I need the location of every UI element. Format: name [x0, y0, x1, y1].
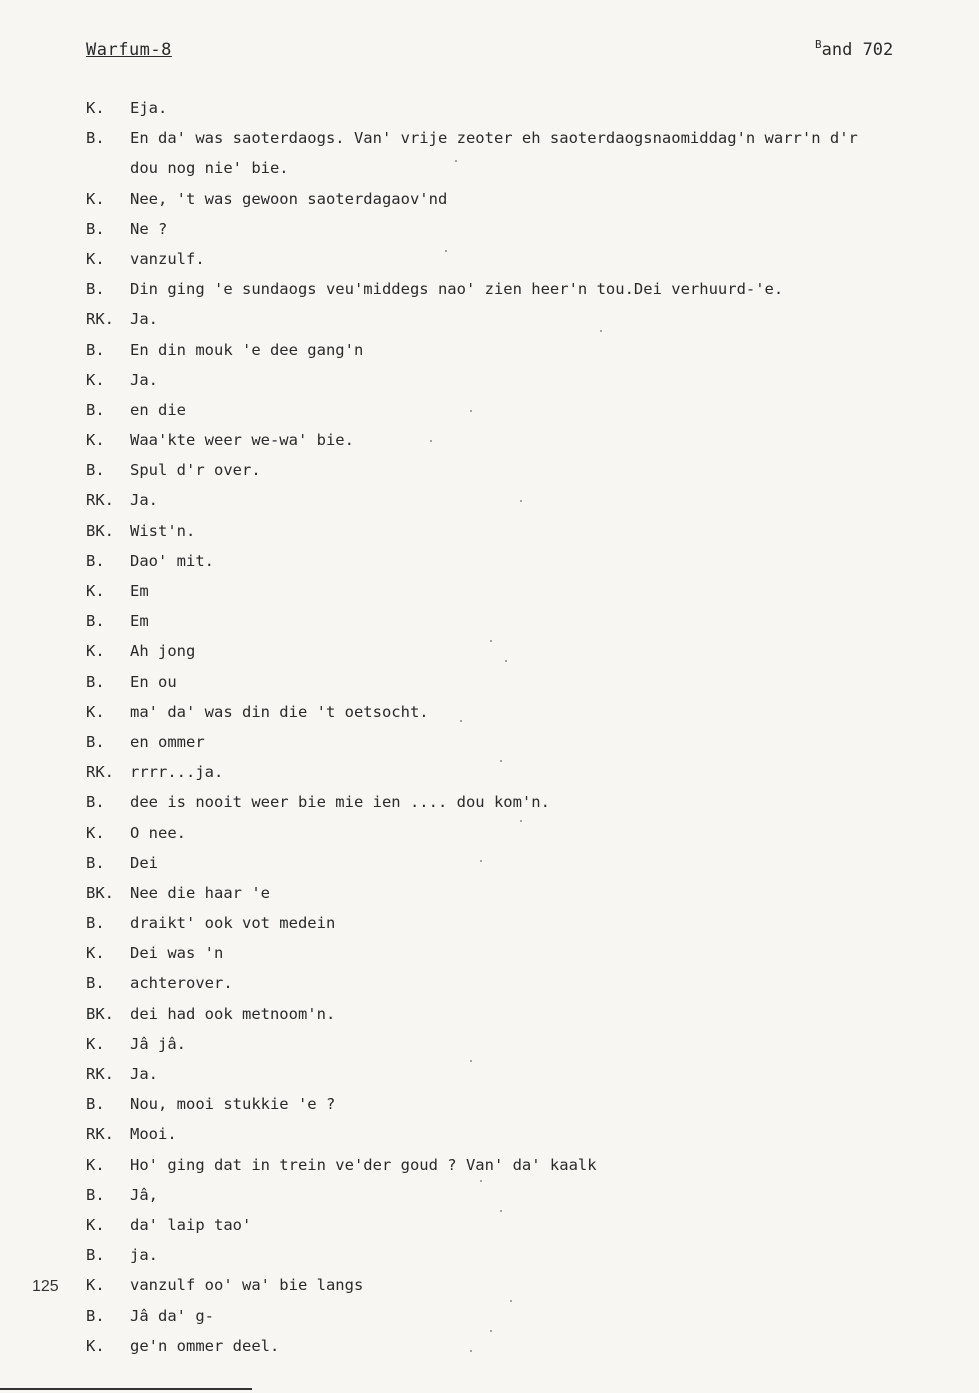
transcript-line	[86, 853, 966, 883]
transcript-line	[86, 521, 966, 551]
speaker-label: RK.	[86, 310, 114, 329]
utterance-text: Jâ da' g-	[130, 1306, 214, 1325]
transcript-line	[86, 823, 966, 853]
transcript-line	[86, 883, 966, 913]
utterance-text: Nee, 't was gewoon saoterdagaov'nd	[130, 189, 448, 208]
utterance-text: O nee.	[130, 823, 186, 842]
utterance-text: Em	[130, 582, 149, 600]
transcript-lines	[86, 98, 966, 1366]
speaker-label: K.	[86, 249, 105, 268]
speaker-label: B.	[86, 793, 105, 812]
speaker-label: BK.	[86, 1004, 114, 1023]
utterance-text: Ho' ging dat in trein ve'der goud ? Van' da' kaalk	[130, 1155, 597, 1174]
utterance-text: draikt' ook vot medein	[130, 914, 336, 933]
utterance-text: Din ging 'e sundaogs veu'middegs nao' zien heer'n tou.Dei verhuurd-'e.	[130, 280, 784, 299]
transcript-line	[86, 762, 966, 792]
transcript-line	[86, 973, 966, 1003]
speaker-label: B.	[86, 129, 105, 148]
transcript-line	[86, 460, 966, 490]
scan-speck	[470, 1350, 472, 1352]
footer-rule	[0, 1388, 252, 1390]
transcript-line	[86, 1155, 966, 1185]
scan-speck	[470, 1060, 472, 1062]
speaker-label: RK.	[86, 1125, 114, 1144]
utterance-text: vanzulf.	[130, 249, 205, 268]
transcript-line	[86, 98, 966, 128]
speaker-label: K.	[86, 370, 105, 389]
scan-speck	[500, 1210, 502, 1212]
utterance-text: Nou, mooi stukkie 'e ?	[130, 1095, 336, 1114]
speaker-label: K.	[86, 1336, 105, 1355]
speaker-label: B.	[86, 280, 105, 299]
speaker-label: B.	[86, 551, 105, 570]
transcript-line	[86, 611, 966, 641]
utterance-text: Waa'kte weer we-wa' bie.	[130, 431, 354, 450]
utterance-text: Ne ?	[130, 219, 168, 238]
speaker-label: K.	[86, 1034, 105, 1053]
scan-speck	[430, 440, 432, 442]
scan-speck	[480, 1180, 482, 1182]
scan-speck	[470, 410, 472, 412]
scan-speck	[490, 1330, 492, 1332]
transcript-line	[86, 913, 966, 943]
speaker-label: BK.	[86, 883, 114, 902]
utterance-text: Jâ,	[130, 1185, 158, 1204]
scan-speck	[480, 860, 482, 862]
transcript-line	[86, 158, 966, 188]
transcript-line	[86, 581, 966, 611]
scan-speck	[445, 250, 447, 252]
transcript-line	[86, 732, 966, 762]
utterance-text: En din mouk 'e dee gang'n	[130, 340, 364, 359]
utterance-text: Jâ jâ.	[130, 1034, 186, 1053]
speaker-label: B.	[86, 1306, 105, 1325]
speaker-label: K.	[86, 99, 105, 117]
speaker-label: K.	[86, 642, 105, 661]
scan-speck	[520, 820, 522, 822]
utterance-text: Ah jong	[130, 642, 196, 661]
transcript-line	[86, 128, 966, 158]
utterance-text: dou nog nie' bie.	[130, 159, 289, 178]
speaker-label: B.	[86, 1246, 105, 1265]
speaker-label: B.	[86, 612, 105, 631]
transcript-line	[86, 1185, 966, 1215]
speaker-label: B.	[86, 974, 105, 993]
utterance-text: Nee die haar 'e	[130, 883, 270, 902]
speaker-label: B.	[86, 672, 105, 691]
band-rest: and 702	[821, 40, 894, 60]
transcript-line	[86, 1064, 966, 1094]
speaker-label: RK.	[86, 491, 114, 510]
speaker-label: K.	[86, 1215, 105, 1234]
speaker-label: K.	[86, 1155, 105, 1174]
utterance-text: vanzulf oo' wa' bie langs	[130, 1276, 364, 1295]
speaker-label: K.	[86, 1276, 105, 1295]
speaker-label: K.	[86, 189, 105, 208]
speaker-label: BK.	[86, 521, 114, 540]
utterance-text: Dao' mit.	[130, 551, 214, 570]
transcript-line	[86, 792, 966, 822]
scan-speck	[510, 1300, 512, 1302]
transcript-line	[86, 189, 966, 219]
speaker-label: B.	[86, 1185, 105, 1204]
transcript-line	[86, 400, 966, 430]
speaker-label: B.	[86, 732, 105, 751]
speaker-label: B.	[86, 400, 105, 419]
transcript-line	[86, 1004, 966, 1034]
transcript-line	[86, 1124, 966, 1154]
speaker-label: K.	[86, 702, 105, 721]
utterance-text: En da' was saoterdaogs. Van' vrije zeoter eh saoterdaogsnaomiddag'n warr'n d'r	[130, 129, 858, 148]
speaker-label: K.	[86, 431, 105, 450]
scan-speck	[520, 500, 522, 502]
utterance-text: Spul d'r over.	[130, 461, 261, 480]
transcript-line	[86, 1094, 966, 1124]
band-number	[815, 40, 893, 60]
utterance-text: dee is nooit weer bie mie ien .... dou kom'n.	[130, 793, 550, 812]
utterance-text: Ja.	[130, 491, 158, 510]
scan-speck	[490, 640, 492, 642]
transcript-line	[86, 1306, 966, 1336]
speaker-label: B.	[86, 219, 105, 238]
transcript-line	[86, 430, 966, 460]
transcript-line	[86, 1215, 966, 1245]
transcript-line	[86, 1245, 966, 1275]
transcript-line	[86, 249, 966, 279]
utterance-text: Em	[130, 612, 149, 631]
scan-speck	[455, 160, 457, 162]
utterance-text: achterover.	[130, 974, 233, 993]
utterance-text: da' laip tao'	[130, 1215, 252, 1234]
scan-speck	[500, 760, 502, 762]
transcript-line	[86, 943, 966, 973]
transcript-line	[86, 340, 966, 370]
utterance-text: Mooi.	[130, 1125, 177, 1144]
transcript-line	[86, 1034, 966, 1064]
transcript-line	[86, 490, 966, 520]
transcript-line	[86, 309, 966, 339]
speaker-label: K.	[86, 582, 105, 600]
utterance-text: Ja.	[130, 370, 158, 389]
transcript-line	[86, 1275, 966, 1305]
scan-speck	[505, 660, 507, 662]
transcript-line	[86, 279, 966, 309]
utterance-text: rrrr...ja.	[130, 763, 224, 782]
transcript-line	[86, 370, 966, 400]
utterance-text: dei had ook metnoom'n.	[130, 1004, 336, 1023]
utterance-text: Dei	[130, 853, 158, 872]
band-prefix: B	[815, 38, 822, 51]
utterance-text: ma' da' was din die 't oetsocht.	[130, 702, 429, 721]
document-title: Warfum-8	[86, 40, 172, 60]
utterance-text: Ja.	[130, 310, 158, 329]
transcript-line	[86, 702, 966, 732]
speaker-label: RK.	[86, 1065, 114, 1083]
utterance-text: ja.	[130, 1246, 158, 1265]
speaker-label: B.	[86, 1095, 105, 1114]
utterance-text: En ou	[130, 672, 177, 691]
speaker-label: K.	[86, 823, 105, 842]
utterance-text: ge'n ommer deel.	[130, 1336, 280, 1355]
utterance-text: en ommer	[130, 732, 205, 751]
transcript-line	[86, 672, 966, 702]
transcript-line	[86, 1336, 966, 1366]
speaker-label: B.	[86, 853, 105, 872]
speaker-label: RK.	[86, 763, 114, 782]
utterance-text: Wist'n.	[130, 521, 196, 540]
utterance-text: Eja.	[130, 99, 168, 117]
utterance-text: Ja.	[130, 1065, 158, 1083]
transcript-line	[86, 219, 966, 249]
utterance-text: en die	[130, 400, 186, 419]
speaker-label: K.	[86, 944, 105, 963]
speaker-label: B.	[86, 340, 105, 359]
transcript-line	[86, 551, 966, 581]
transcript-line	[86, 641, 966, 671]
scan-speck	[460, 720, 462, 722]
scan-speck	[600, 330, 602, 332]
utterance-text: Dei was 'n	[130, 944, 224, 963]
speaker-label: B.	[86, 461, 105, 480]
speaker-label: B.	[86, 914, 105, 933]
margin-number: 125	[32, 1278, 59, 1295]
